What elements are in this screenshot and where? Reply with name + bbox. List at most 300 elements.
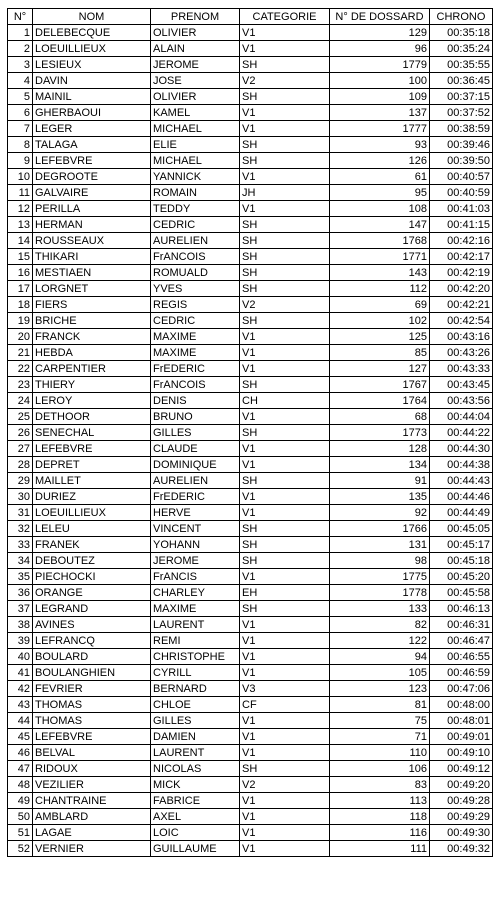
cell-rank: 10 [8, 169, 33, 185]
cell-rank: 34 [8, 553, 33, 569]
cell-chrono: 00:40:59 [430, 185, 493, 201]
cell-categorie: V1 [240, 713, 330, 729]
table-row [8, 41, 493, 57]
cell-rank: 2 [8, 41, 33, 57]
cell-prenom: GUILLAUME [151, 841, 240, 857]
cell-categorie: SH [240, 249, 330, 265]
cell-prenom: VINCENT [151, 521, 240, 537]
cell-nom: LORGNET [33, 281, 151, 297]
table-row [8, 233, 493, 249]
cell-dossard: 133 [330, 601, 430, 617]
cell-prenom: YANNICK [151, 169, 240, 185]
cell-chrono: 00:49:30 [430, 825, 493, 841]
cell-categorie: V1 [240, 745, 330, 761]
cell-prenom: HERVE [151, 505, 240, 521]
header-number: N° [8, 9, 33, 25]
cell-prenom: REGIS [151, 297, 240, 313]
cell-categorie: V1 [240, 361, 330, 377]
table-row [8, 665, 493, 681]
cell-chrono: 00:49:12 [430, 761, 493, 777]
table-row [8, 297, 493, 313]
cell-prenom: DOMINIQUE [151, 457, 240, 473]
cell-rank: 21 [8, 345, 33, 361]
cell-chrono: 00:49:01 [430, 729, 493, 745]
table-row [8, 409, 493, 425]
header-row [8, 9, 493, 25]
cell-dossard: 1779 [330, 57, 430, 73]
table-row [8, 121, 493, 137]
cell-chrono: 00:49:29 [430, 809, 493, 825]
table-row [8, 377, 493, 393]
cell-rank: 50 [8, 809, 33, 825]
cell-categorie: CH [240, 393, 330, 409]
cell-categorie: SH [240, 89, 330, 105]
cell-chrono: 00:42:17 [430, 249, 493, 265]
table-row [8, 585, 493, 601]
table-row [8, 57, 493, 73]
cell-dossard: 129 [330, 25, 430, 41]
cell-rank: 20 [8, 329, 33, 345]
table-row [8, 185, 493, 201]
cell-categorie: V1 [240, 793, 330, 809]
table-row [8, 281, 493, 297]
cell-rank: 17 [8, 281, 33, 297]
cell-nom: AMBLARD [33, 809, 151, 825]
table-row [8, 553, 493, 569]
results-body [8, 25, 493, 857]
cell-dossard: 125 [330, 329, 430, 345]
cell-rank: 51 [8, 825, 33, 841]
cell-dossard: 82 [330, 617, 430, 633]
cell-categorie: V3 [240, 681, 330, 697]
cell-nom: HEBDA [33, 345, 151, 361]
cell-rank: 47 [8, 761, 33, 777]
cell-prenom: DENIS [151, 393, 240, 409]
cell-chrono: 00:44:22 [430, 425, 493, 441]
cell-dossard: 111 [330, 841, 430, 857]
cell-nom: FRANEK [33, 537, 151, 553]
table-row [8, 713, 493, 729]
table-row [8, 633, 493, 649]
cell-dossard: 1777 [330, 121, 430, 137]
cell-categorie: V1 [240, 633, 330, 649]
cell-categorie: V2 [240, 73, 330, 89]
cell-prenom: MICK [151, 777, 240, 793]
cell-nom: DURIEZ [33, 489, 151, 505]
cell-nom: FEVRIER [33, 681, 151, 697]
cell-rank: 13 [8, 217, 33, 233]
cell-prenom: NICOLAS [151, 761, 240, 777]
cell-categorie: V1 [240, 569, 330, 585]
table-row [8, 217, 493, 233]
cell-prenom: OLIVIER [151, 89, 240, 105]
cell-chrono: 00:44:43 [430, 473, 493, 489]
table-row [8, 745, 493, 761]
cell-dossard: 131 [330, 537, 430, 553]
cell-dossard: 81 [330, 697, 430, 713]
cell-rank: 11 [8, 185, 33, 201]
table-row [8, 25, 493, 41]
cell-rank: 14 [8, 233, 33, 249]
cell-dossard: 93 [330, 137, 430, 153]
cell-rank: 24 [8, 393, 33, 409]
cell-rank: 19 [8, 313, 33, 329]
cell-chrono: 00:45:58 [430, 585, 493, 601]
cell-rank: 31 [8, 505, 33, 521]
cell-nom: BELVAL [33, 745, 151, 761]
cell-chrono: 00:45:05 [430, 521, 493, 537]
cell-categorie: V1 [240, 41, 330, 57]
cell-dossard: 108 [330, 201, 430, 217]
cell-chrono: 00:49:10 [430, 745, 493, 761]
cell-chrono: 00:39:50 [430, 153, 493, 169]
cell-chrono: 00:49:32 [430, 841, 493, 857]
cell-nom: LAGAE [33, 825, 151, 841]
table-row [8, 761, 493, 777]
cell-dossard: 1764 [330, 393, 430, 409]
cell-dossard: 68 [330, 409, 430, 425]
cell-dossard: 96 [330, 41, 430, 57]
cell-chrono: 00:49:20 [430, 777, 493, 793]
table-row [8, 457, 493, 473]
cell-prenom: ROMUALD [151, 265, 240, 281]
cell-dossard: 122 [330, 633, 430, 649]
cell-nom: SENECHAL [33, 425, 151, 441]
cell-prenom: BRUNO [151, 409, 240, 425]
table-row [8, 201, 493, 217]
table-row [8, 329, 493, 345]
table-row [8, 681, 493, 697]
cell-nom: PERILLA [33, 201, 151, 217]
cell-categorie: SH [240, 425, 330, 441]
table-row [8, 697, 493, 713]
cell-chrono: 00:35:55 [430, 57, 493, 73]
cell-rank: 25 [8, 409, 33, 425]
cell-prenom: MAXIME [151, 329, 240, 345]
cell-chrono: 00:46:13 [430, 601, 493, 617]
cell-nom: LEFEBVRE [33, 153, 151, 169]
cell-rank: 6 [8, 105, 33, 121]
cell-dossard: 71 [330, 729, 430, 745]
cell-rank: 9 [8, 153, 33, 169]
cell-categorie: V1 [240, 825, 330, 841]
cell-rank: 40 [8, 649, 33, 665]
table-row [8, 137, 493, 153]
cell-nom: ORANGE [33, 585, 151, 601]
cell-nom: DELEBECQUE [33, 25, 151, 41]
cell-prenom: GILLES [151, 713, 240, 729]
cell-prenom: FrANCOIS [151, 377, 240, 393]
cell-dossard: 1771 [330, 249, 430, 265]
cell-nom: GHERBAOUI [33, 105, 151, 121]
cell-nom: THOMAS [33, 697, 151, 713]
cell-dossard: 134 [330, 457, 430, 473]
cell-nom: BRICHE [33, 313, 151, 329]
cell-dossard: 116 [330, 825, 430, 841]
cell-prenom: YOHANN [151, 537, 240, 553]
cell-nom: FRANCK [33, 329, 151, 345]
table-row [8, 841, 493, 857]
cell-categorie: EH [240, 585, 330, 601]
table-row [8, 265, 493, 281]
cell-dossard: 102 [330, 313, 430, 329]
cell-chrono: 00:46:59 [430, 665, 493, 681]
cell-nom: DETHOOR [33, 409, 151, 425]
table-row [8, 825, 493, 841]
table-row [8, 345, 493, 361]
table-row [8, 601, 493, 617]
cell-prenom: ELIE [151, 137, 240, 153]
cell-rank: 23 [8, 377, 33, 393]
cell-categorie: V1 [240, 105, 330, 121]
cell-prenom: LOIC [151, 825, 240, 841]
cell-rank: 16 [8, 265, 33, 281]
cell-dossard: 1767 [330, 377, 430, 393]
cell-nom: BOULARD [33, 649, 151, 665]
table-row [8, 169, 493, 185]
cell-nom: DEPRET [33, 457, 151, 473]
cell-categorie: V1 [240, 457, 330, 473]
cell-chrono: 00:35:24 [430, 41, 493, 57]
cell-categorie: SH [240, 265, 330, 281]
cell-dossard: 92 [330, 505, 430, 521]
header-dossard: N° DE DOSSARD [330, 9, 430, 25]
cell-chrono: 00:43:56 [430, 393, 493, 409]
table-row [8, 249, 493, 265]
cell-prenom: CEDRIC [151, 313, 240, 329]
cell-chrono: 00:44:30 [430, 441, 493, 457]
cell-categorie: V1 [240, 345, 330, 361]
table-row [8, 393, 493, 409]
table-row [8, 153, 493, 169]
cell-categorie: SH [240, 537, 330, 553]
cell-prenom: MICHAEL [151, 121, 240, 137]
table-row [8, 441, 493, 457]
cell-categorie: V1 [240, 201, 330, 217]
cell-dossard: 95 [330, 185, 430, 201]
cell-dossard: 118 [330, 809, 430, 825]
cell-nom: THIERY [33, 377, 151, 393]
cell-chrono: 00:46:31 [430, 617, 493, 633]
cell-categorie: SH [240, 601, 330, 617]
cell-categorie: V1 [240, 729, 330, 745]
cell-chrono: 00:46:55 [430, 649, 493, 665]
table-row [8, 489, 493, 505]
cell-dossard: 105 [330, 665, 430, 681]
cell-chrono: 00:42:16 [430, 233, 493, 249]
cell-dossard: 123 [330, 681, 430, 697]
cell-chrono: 00:45:18 [430, 553, 493, 569]
cell-categorie: V1 [240, 329, 330, 345]
cell-chrono: 00:43:26 [430, 345, 493, 361]
cell-nom: LEFRANCQ [33, 633, 151, 649]
cell-categorie: SH [240, 57, 330, 73]
cell-rank: 41 [8, 665, 33, 681]
cell-prenom: BERNARD [151, 681, 240, 697]
cell-nom: MAILLET [33, 473, 151, 489]
cell-categorie: SH [240, 137, 330, 153]
cell-nom: LEGER [33, 121, 151, 137]
cell-dossard: 135 [330, 489, 430, 505]
cell-rank: 26 [8, 425, 33, 441]
cell-chrono: 00:44:04 [430, 409, 493, 425]
cell-categorie: V1 [240, 121, 330, 137]
cell-dossard: 1773 [330, 425, 430, 441]
cell-prenom: CLAUDE [151, 441, 240, 457]
cell-rank: 49 [8, 793, 33, 809]
cell-prenom: AURELIEN [151, 473, 240, 489]
cell-categorie: SH [240, 473, 330, 489]
cell-dossard: 147 [330, 217, 430, 233]
cell-prenom: LAURENT [151, 617, 240, 633]
cell-prenom: LAURENT [151, 745, 240, 761]
cell-prenom: MICHAEL [151, 153, 240, 169]
cell-categorie: V1 [240, 169, 330, 185]
header-nom: NOM [33, 9, 151, 25]
cell-prenom: MAXIME [151, 601, 240, 617]
cell-rank: 32 [8, 521, 33, 537]
cell-prenom: GILLES [151, 425, 240, 441]
cell-prenom: FABRICE [151, 793, 240, 809]
cell-categorie: V1 [240, 489, 330, 505]
cell-prenom: DAMIEN [151, 729, 240, 745]
cell-rank: 35 [8, 569, 33, 585]
cell-nom: LOEUILLIEUX [33, 505, 151, 521]
cell-dossard: 113 [330, 793, 430, 809]
cell-rank: 12 [8, 201, 33, 217]
cell-nom: THIKARI [33, 249, 151, 265]
cell-dossard: 69 [330, 297, 430, 313]
cell-prenom: JEROME [151, 57, 240, 73]
table-row [8, 649, 493, 665]
cell-prenom: JEROME [151, 553, 240, 569]
cell-prenom: REMI [151, 633, 240, 649]
cell-nom: LOEUILLIEUX [33, 41, 151, 57]
cell-chrono: 00:39:46 [430, 137, 493, 153]
cell-rank: 28 [8, 457, 33, 473]
cell-nom: PIECHOCKI [33, 569, 151, 585]
cell-rank: 33 [8, 537, 33, 553]
cell-rank: 38 [8, 617, 33, 633]
cell-rank: 8 [8, 137, 33, 153]
cell-nom: DAVIN [33, 73, 151, 89]
cell-categorie: V1 [240, 649, 330, 665]
cell-nom: GALVAIRE [33, 185, 151, 201]
cell-categorie: CF [240, 697, 330, 713]
cell-rank: 7 [8, 121, 33, 137]
cell-prenom: ALAIN [151, 41, 240, 57]
cell-categorie: SH [240, 313, 330, 329]
cell-chrono: 00:44:46 [430, 489, 493, 505]
cell-nom: LESIEUX [33, 57, 151, 73]
cell-chrono: 00:46:47 [430, 633, 493, 649]
cell-categorie: V1 [240, 841, 330, 857]
cell-chrono: 00:43:33 [430, 361, 493, 377]
cell-chrono: 00:45:20 [430, 569, 493, 585]
cell-categorie: SH [240, 377, 330, 393]
cell-categorie: SH [240, 153, 330, 169]
cell-dossard: 1778 [330, 585, 430, 601]
cell-rank: 30 [8, 489, 33, 505]
cell-categorie: JH [240, 185, 330, 201]
cell-chrono: 00:48:00 [430, 697, 493, 713]
cell-dossard: 127 [330, 361, 430, 377]
cell-nom: MESTIAEN [33, 265, 151, 281]
cell-chrono: 00:41:15 [430, 217, 493, 233]
cell-dossard: 100 [330, 73, 430, 89]
cell-dossard: 83 [330, 777, 430, 793]
cell-nom: ROUSSEAUX [33, 233, 151, 249]
cell-rank: 39 [8, 633, 33, 649]
cell-dossard: 75 [330, 713, 430, 729]
cell-prenom: FrANCIS [151, 569, 240, 585]
table-row [8, 473, 493, 489]
cell-rank: 44 [8, 713, 33, 729]
cell-dossard: 128 [330, 441, 430, 457]
cell-categorie: V1 [240, 409, 330, 425]
cell-chrono: 00:49:28 [430, 793, 493, 809]
cell-dossard: 1768 [330, 233, 430, 249]
cell-nom: VEZILIER [33, 777, 151, 793]
cell-rank: 42 [8, 681, 33, 697]
cell-dossard: 109 [330, 89, 430, 105]
cell-dossard: 94 [330, 649, 430, 665]
cell-categorie: V2 [240, 777, 330, 793]
cell-prenom: YVES [151, 281, 240, 297]
cell-prenom: CEDRIC [151, 217, 240, 233]
cell-rank: 36 [8, 585, 33, 601]
cell-categorie: SH [240, 281, 330, 297]
cell-prenom: CYRILL [151, 665, 240, 681]
cell-nom: HERMAN [33, 217, 151, 233]
cell-prenom: FrANCOIS [151, 249, 240, 265]
cell-nom: AVINES [33, 617, 151, 633]
table-row [8, 313, 493, 329]
cell-dossard: 126 [330, 153, 430, 169]
cell-categorie: V1 [240, 505, 330, 521]
cell-rank: 3 [8, 57, 33, 73]
table-row [8, 425, 493, 441]
cell-dossard: 1775 [330, 569, 430, 585]
cell-categorie: V1 [240, 665, 330, 681]
cell-nom: TALAGA [33, 137, 151, 153]
cell-nom: LEFEBVRE [33, 441, 151, 457]
cell-nom: BOULANGHIEN [33, 665, 151, 681]
cell-chrono: 00:42:54 [430, 313, 493, 329]
table-row [8, 89, 493, 105]
cell-chrono: 00:42:19 [430, 265, 493, 281]
cell-nom: DEBOUTEZ [33, 553, 151, 569]
cell-prenom: ROMAIN [151, 185, 240, 201]
cell-nom: LEGRAND [33, 601, 151, 617]
cell-nom: THOMAS [33, 713, 151, 729]
cell-prenom: JOSE [151, 73, 240, 89]
cell-prenom: OLIVIER [151, 25, 240, 41]
table-row [8, 73, 493, 89]
cell-chrono: 00:38:59 [430, 121, 493, 137]
cell-nom: VERNIER [33, 841, 151, 857]
table-row [8, 617, 493, 633]
table-row [8, 521, 493, 537]
cell-categorie: SH [240, 217, 330, 233]
cell-chrono: 00:45:17 [430, 537, 493, 553]
cell-nom: CHANTRAINE [33, 793, 151, 809]
table-row [8, 361, 493, 377]
cell-rank: 29 [8, 473, 33, 489]
cell-chrono: 00:43:45 [430, 377, 493, 393]
cell-prenom: CHLOE [151, 697, 240, 713]
cell-nom: MAINIL [33, 89, 151, 105]
